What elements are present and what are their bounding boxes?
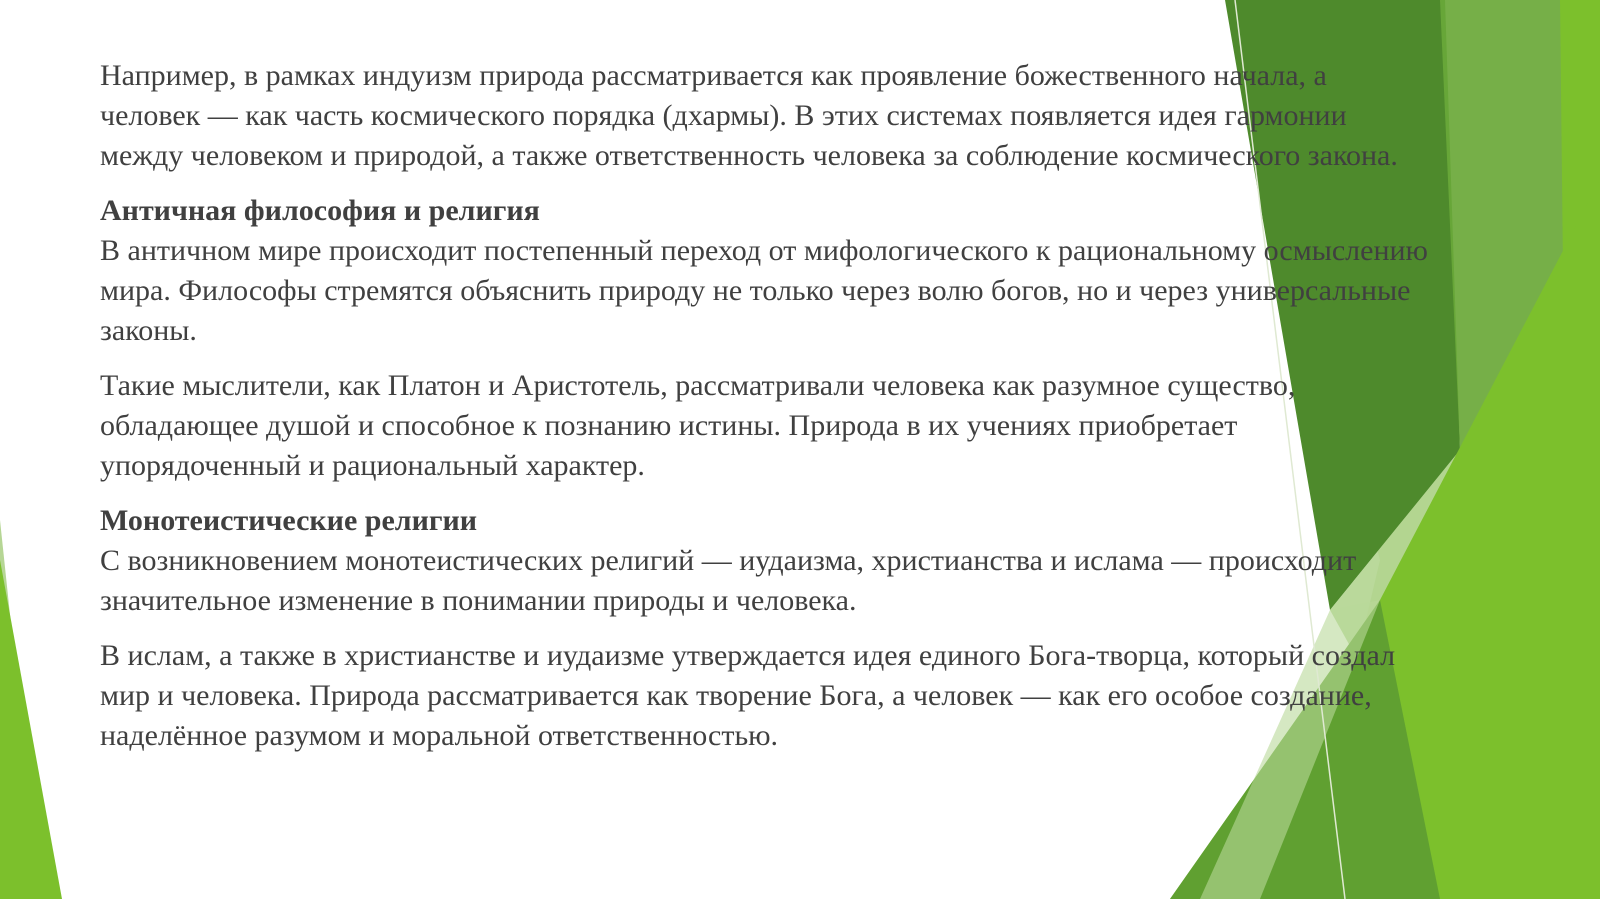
paragraph-ancient-philosophy: В античном мире происходит постепенный переход от мифологического к рациональному осмыслению мира. Философы стремятся объяснить природу не только через волю богов, но и через универсальные законы. xyxy=(100,234,1428,347)
text-block-creator xyxy=(100,636,1430,756)
left-facet-bright xyxy=(0,560,62,899)
text-block-antiquity xyxy=(100,191,1430,351)
text-block-plato-aristotle xyxy=(100,366,1430,486)
paragraph-plato-aristotle: Такие мыслители, как Платон и Аристотель, рассматривали человека как разумное существо, обладающее душой и способное к познанию истины. Природа в их учениях приобретает упорядоченный и рациональный характер. xyxy=(100,369,1296,482)
text-block-hinduism xyxy=(100,56,1430,176)
paragraph-monotheistic-religions: С возникновением монотеистических религий — иудаизма, христианства и ислама — происходит значительное изменение в понимании природы и человека. xyxy=(100,544,1357,617)
paragraph-creator-god: В ислам, а также в христианстве и иудаизме утверждается идея единого Бога-творца, который создал мир и человека. Природа рассматривается как творение Бога, а человек — как его особое создание, наделённое разумом и моральной ответственностью. xyxy=(100,639,1396,752)
text-block-monotheism xyxy=(100,501,1430,621)
heading-monotheistic-religions: Монотеистические религии xyxy=(100,504,478,537)
heading-ancient-philosophy: Античная философия и религия xyxy=(100,194,540,227)
paragraph-hinduism: Например, в рамках индуизм природа рассматривается как проявление божественного начала, а человек — как часть космического порядка (дхармы). В этих системах появляется идея гармонии между человеком и природой, а также ответственность человека за соблюдение космического закона. xyxy=(100,59,1398,172)
slide-text-content xyxy=(100,56,1430,771)
